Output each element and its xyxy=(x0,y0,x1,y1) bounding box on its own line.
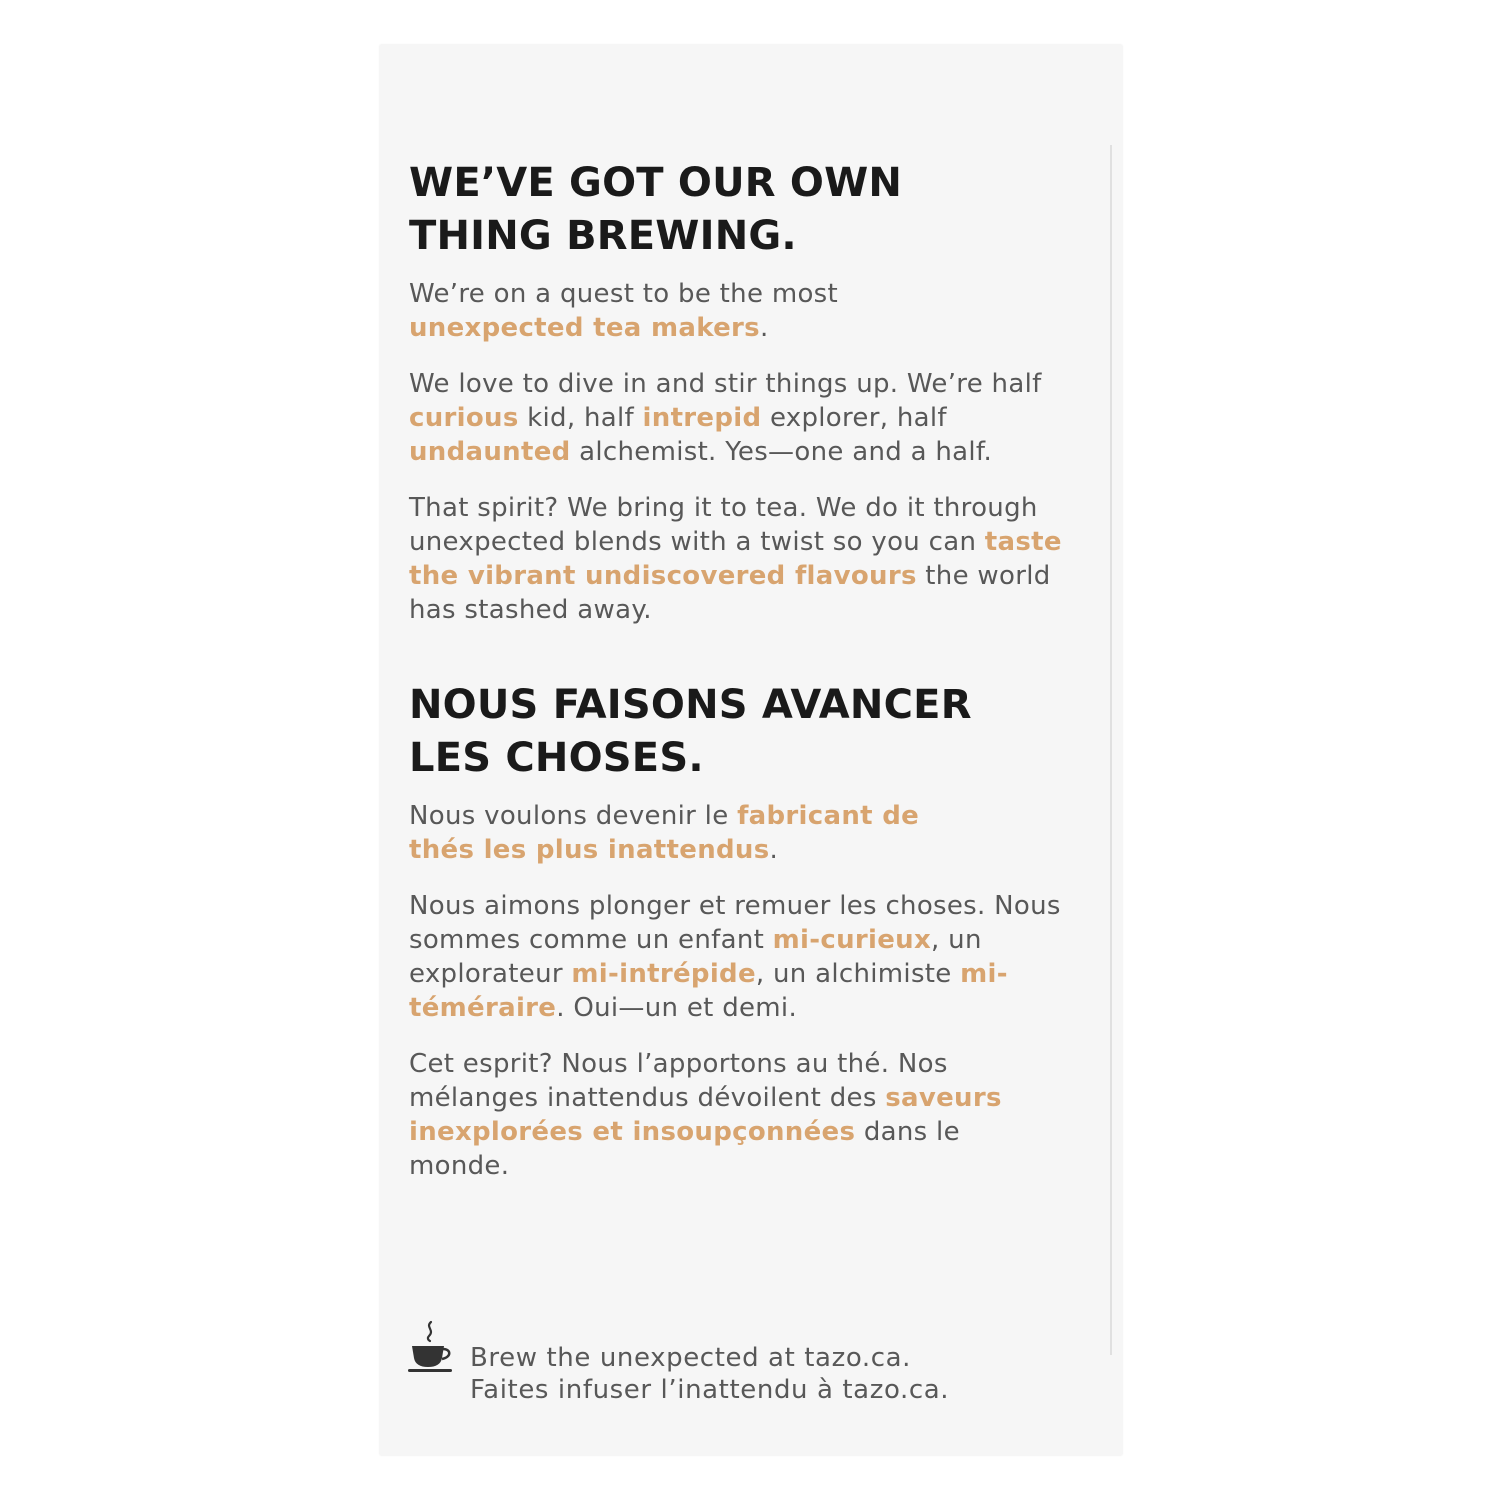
french-heading-line2: LES CHOSES. xyxy=(409,735,704,781)
english-heading xyxy=(409,157,1099,263)
highlight-text: mi-curieux xyxy=(772,925,932,955)
package-edge-line xyxy=(1110,145,1112,1355)
highlight-text: unexpected tea makers xyxy=(409,313,760,343)
text-run: Nous aimons plonger et remuer les choses. Nous sommes comme un enfant xyxy=(409,891,1061,955)
text-run: dans le monde. xyxy=(409,1117,960,1181)
footer-text xyxy=(470,1342,949,1406)
text-run: the world has stashed away. xyxy=(409,561,1051,625)
english-paragraph-3 xyxy=(409,491,1069,627)
highlight-text: mi-intrépide xyxy=(571,959,756,989)
footer-line-english: Brew the unexpected at tazo.ca. xyxy=(470,1343,912,1373)
text-run: Cet esprit? Nous l’apportons au thé. Nos mélanges inattendus dévoilent des xyxy=(409,1049,948,1113)
teacup-icon xyxy=(406,1320,456,1380)
french-paragraph-2 xyxy=(409,889,1094,1025)
highlight-text: intrepid xyxy=(642,403,762,433)
french-heading xyxy=(409,679,1099,785)
french-paragraph-3 xyxy=(409,1047,1049,1183)
highlight-text: taste the vibrant undiscovered flavours xyxy=(409,527,1062,591)
text-run: . Oui—un et demi. xyxy=(556,993,798,1023)
text-run: kid, half xyxy=(518,403,643,433)
english-heading-line1: WE’VE GOT OUR OWN xyxy=(409,160,903,206)
english-section xyxy=(409,157,1099,627)
english-heading-line2: THING BREWING. xyxy=(409,213,797,259)
text-run: Nous voulons devenir le xyxy=(409,801,738,831)
text-run: alchemist. Yes—one and a half. xyxy=(570,437,993,467)
text-run: explorer, half xyxy=(761,403,947,433)
text-run: , un alchimiste xyxy=(755,959,961,989)
highlight-text: undaunted xyxy=(409,437,571,467)
text-run: . xyxy=(759,313,769,343)
text-run: We’re on a quest to be the most xyxy=(409,279,838,309)
text-run: . xyxy=(769,835,779,865)
french-heading-line1: NOUS FAISONS AVANCER xyxy=(409,682,972,728)
text-run: , un explorateur xyxy=(409,925,982,989)
english-paragraph-2 xyxy=(409,367,1074,469)
text-run: We love to dive in and stir things up. We’re half xyxy=(409,369,1042,399)
english-paragraph-1 xyxy=(409,277,929,345)
french-paragraph-1 xyxy=(409,799,939,867)
highlight-text: curious xyxy=(409,403,519,433)
highlight-text: mi-téméraire xyxy=(409,959,1008,1023)
footer-line-french: Faites infuser l’inattendu à tazo.ca. xyxy=(470,1375,950,1405)
text-run: That spirit? We bring it to tea. We do it through unexpected blends with a twist so you can xyxy=(409,493,1038,557)
package-copy xyxy=(409,157,1099,1183)
highlight-text: fabricant de thés les plus inattendus xyxy=(409,801,920,865)
highlight-text: saveurs inexplorées et insoupçonnées xyxy=(409,1083,1002,1147)
footer xyxy=(406,1320,1096,1410)
french-section xyxy=(409,679,1099,1183)
